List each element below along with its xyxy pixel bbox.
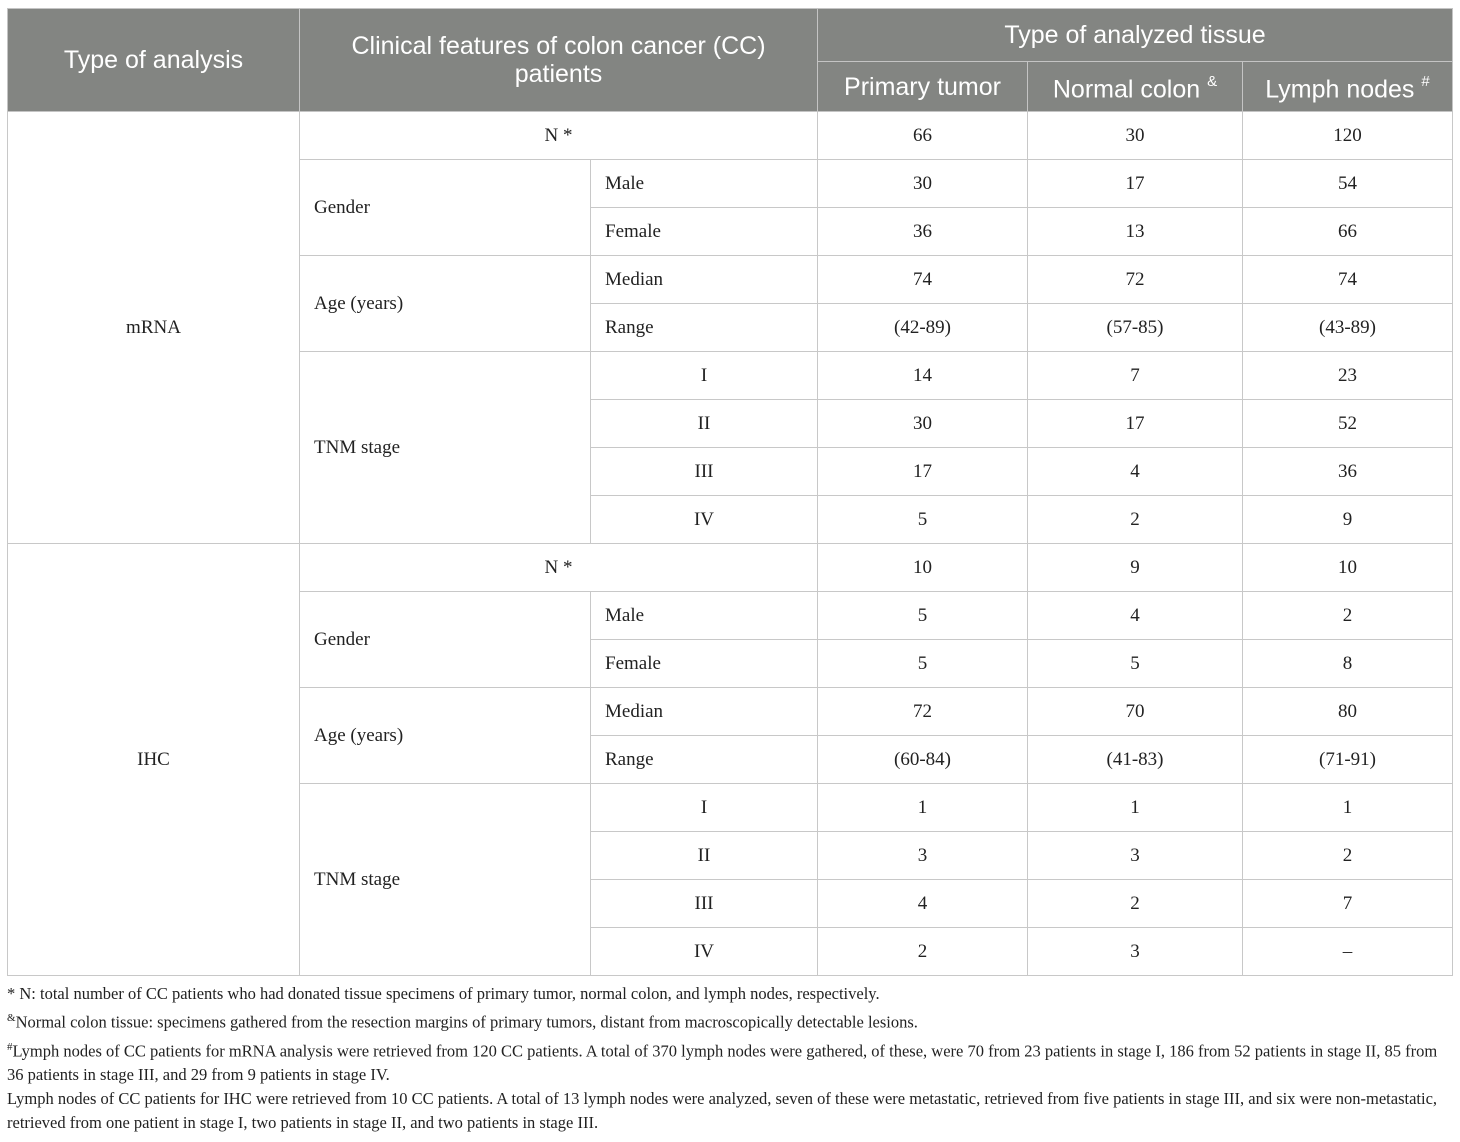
header-primary-tumor: Primary tumor	[818, 62, 1028, 112]
cell-mrna-stage-iv-lymph: 9	[1243, 496, 1453, 544]
table-row-ihc-n	[8, 544, 1453, 592]
header-lymph-nodes-label: Lymph nodes	[1265, 75, 1415, 104]
cell-mrna-male-primary: 30	[818, 160, 1028, 208]
cell-mrna-female-primary: 36	[818, 208, 1028, 256]
cell-ihc-female-primary: 5	[818, 640, 1028, 688]
cell-ihc-stage-i-normal: 1	[1028, 784, 1243, 832]
footnote-n-text: N: total number of CC patients who had donated tissue specimens of primary tumor, normal colon, and lymph nodes, respectively.	[15, 984, 880, 1003]
label-male: Male	[591, 160, 818, 208]
cell-mrna-stage-ii-lymph: 52	[1243, 400, 1453, 448]
cell-mrna-male-lymph: 54	[1243, 160, 1453, 208]
cell-ihc-male-normal: 4	[1028, 592, 1243, 640]
label-median: Median	[591, 256, 818, 304]
cell-mrna-n-lymph: 120	[1243, 112, 1453, 160]
cell-ihc-male-primary: 5	[818, 592, 1028, 640]
cell-ihc-stage-iv-lymph: –	[1243, 928, 1453, 976]
label-gender: Gender	[300, 592, 591, 688]
header-normal-colon-mark: &	[1207, 72, 1218, 90]
footnote-normal-colon-mark: &	[7, 1012, 16, 1024]
label-stage-ii: II	[591, 832, 818, 880]
cell-mrna-stage-i-primary: 14	[818, 352, 1028, 400]
header-row-1	[8, 9, 1453, 62]
cell-ihc-n-normal: 9	[1028, 544, 1243, 592]
label-tnm-stage: TNM stage	[300, 352, 591, 544]
label-female: Female	[591, 208, 818, 256]
cell-ihc-median-primary: 72	[818, 688, 1028, 736]
cell-ihc-stage-i-primary: 1	[818, 784, 1028, 832]
cell-ihc-median-normal: 70	[1028, 688, 1243, 736]
cell-mrna-stage-ii-primary: 30	[818, 400, 1028, 448]
cell-ihc-stage-iii-lymph: 7	[1243, 880, 1453, 928]
cell-ihc-stage-i-lymph: 1	[1243, 784, 1453, 832]
footnote-normal-colon	[7, 1006, 1452, 1035]
header-lymph-nodes-mark: #	[1421, 72, 1430, 90]
analysis-type-ihc: IHC	[8, 544, 300, 976]
label-stage-i: I	[591, 784, 818, 832]
cell-mrna-stage-iv-normal: 2	[1028, 496, 1243, 544]
cell-ihc-stage-iv-primary: 2	[818, 928, 1028, 976]
header-clinical-features: Clinical features of colon cancer (CC) patients	[300, 9, 818, 112]
cell-mrna-n-primary: 66	[818, 112, 1028, 160]
label-stage-ii: II	[591, 400, 818, 448]
analysis-type-mrna: mRNA	[8, 112, 300, 544]
label-tnm-stage: TNM stage	[300, 784, 591, 976]
cell-ihc-stage-ii-lymph: 2	[1243, 832, 1453, 880]
cell-mrna-median-normal: 72	[1028, 256, 1243, 304]
footnote-lymph-nodes-mark: #	[7, 1040, 13, 1053]
label-age: Age (years)	[300, 256, 591, 352]
label-gender: Gender	[300, 160, 591, 256]
label-stage-i: I	[591, 352, 818, 400]
cell-mrna-range-normal: (57-85)	[1028, 304, 1243, 352]
clinical-features-table	[7, 8, 1453, 976]
header-tissue-group: Type of analyzed tissue	[818, 9, 1453, 62]
footnote-normal-colon-text: Normal colon tissue: specimens gathered from the resection margins of primary tumors, distant from macroscopically detectable lesions.	[15, 1012, 918, 1032]
footnote-lymph-nodes-text: Lymph nodes of CC patients for mRNA analysis were retrieved from 120 CC patients. A total of 370 lymph nodes were gathered, of these, were 70 from 23 patients in stage I, 186 from 52 patients in stage II, 85 from 36 patients in stage III, and 29 from 9 patients in stage IV.	[7, 1041, 1438, 1084]
cell-mrna-stage-iii-normal: 4	[1028, 448, 1243, 496]
label-male: Male	[591, 592, 818, 640]
cell-ihc-female-normal: 5	[1028, 640, 1243, 688]
cell-mrna-male-normal: 17	[1028, 160, 1243, 208]
label-stage-iii: III	[591, 448, 818, 496]
footnote-n-mark: *	[7, 984, 16, 1003]
cell-mrna-stage-ii-normal: 17	[1028, 400, 1243, 448]
table-container	[7, 8, 1452, 1135]
cell-ihc-median-lymph: 80	[1243, 688, 1453, 736]
header-normal-colon-label: Normal colon	[1052, 75, 1201, 104]
footnote-ihc: Lymph nodes of CC patients for IHC were retrieved from 10 CC patients. A total of 13 lymph nodes were analyzed, seven of these were metastatic, retrieved from five patients in stage III, and six were non-metastatic, retrieved from one patient in stage I, two patients in stage II, and two patients in stage III.	[7, 1089, 1438, 1132]
label-stage-iv: IV	[591, 928, 818, 976]
cell-mrna-stage-iv-primary: 5	[818, 496, 1028, 544]
cell-ihc-female-lymph: 8	[1243, 640, 1453, 688]
cell-mrna-range-lymph: (43-89)	[1243, 304, 1453, 352]
header-normal-colon	[1028, 62, 1243, 112]
cell-ihc-male-lymph: 2	[1243, 592, 1453, 640]
table-row-mrna-n	[8, 112, 1453, 160]
cell-ihc-n-primary: 10	[818, 544, 1028, 592]
footnote-lymph-nodes	[7, 1035, 1452, 1088]
cell-mrna-n-normal: 30	[1028, 112, 1243, 160]
cell-mrna-female-normal: 13	[1028, 208, 1243, 256]
table-header	[8, 9, 1453, 112]
label-n: N *	[300, 112, 818, 160]
cell-ihc-stage-ii-primary: 3	[818, 832, 1028, 880]
cell-mrna-stage-iii-primary: 17	[818, 448, 1028, 496]
cell-ihc-range-lymph: (71-91)	[1243, 736, 1453, 784]
label-range: Range	[591, 736, 818, 784]
cell-mrna-female-lymph: 66	[1243, 208, 1453, 256]
label-median: Median	[591, 688, 818, 736]
cell-mrna-median-lymph: 74	[1243, 256, 1453, 304]
label-stage-iii: III	[591, 880, 818, 928]
cell-ihc-stage-iii-normal: 2	[1028, 880, 1243, 928]
cell-ihc-n-lymph: 10	[1243, 544, 1453, 592]
label-stage-iv: IV	[591, 496, 818, 544]
cell-mrna-range-primary: (42-89)	[818, 304, 1028, 352]
cell-mrna-stage-iii-lymph: 36	[1243, 448, 1453, 496]
table-footnotes	[7, 982, 1452, 1135]
label-range: Range	[591, 304, 818, 352]
header-lymph-nodes	[1243, 62, 1453, 112]
cell-ihc-range-normal: (41-83)	[1028, 736, 1243, 784]
cell-ihc-stage-iv-normal: 3	[1028, 928, 1243, 976]
table-body	[8, 112, 1453, 976]
cell-ihc-stage-iii-primary: 4	[818, 880, 1028, 928]
cell-ihc-stage-ii-normal: 3	[1028, 832, 1243, 880]
cell-mrna-stage-i-normal: 7	[1028, 352, 1243, 400]
cell-ihc-range-primary: (60-84)	[818, 736, 1028, 784]
label-age: Age (years)	[300, 688, 591, 784]
cell-mrna-stage-i-lymph: 23	[1243, 352, 1453, 400]
footnote-n	[7, 982, 1452, 1006]
label-female: Female	[591, 640, 818, 688]
header-type-of-analysis: Type of analysis	[8, 9, 300, 112]
label-n: N *	[300, 544, 818, 592]
cell-mrna-median-primary: 74	[818, 256, 1028, 304]
